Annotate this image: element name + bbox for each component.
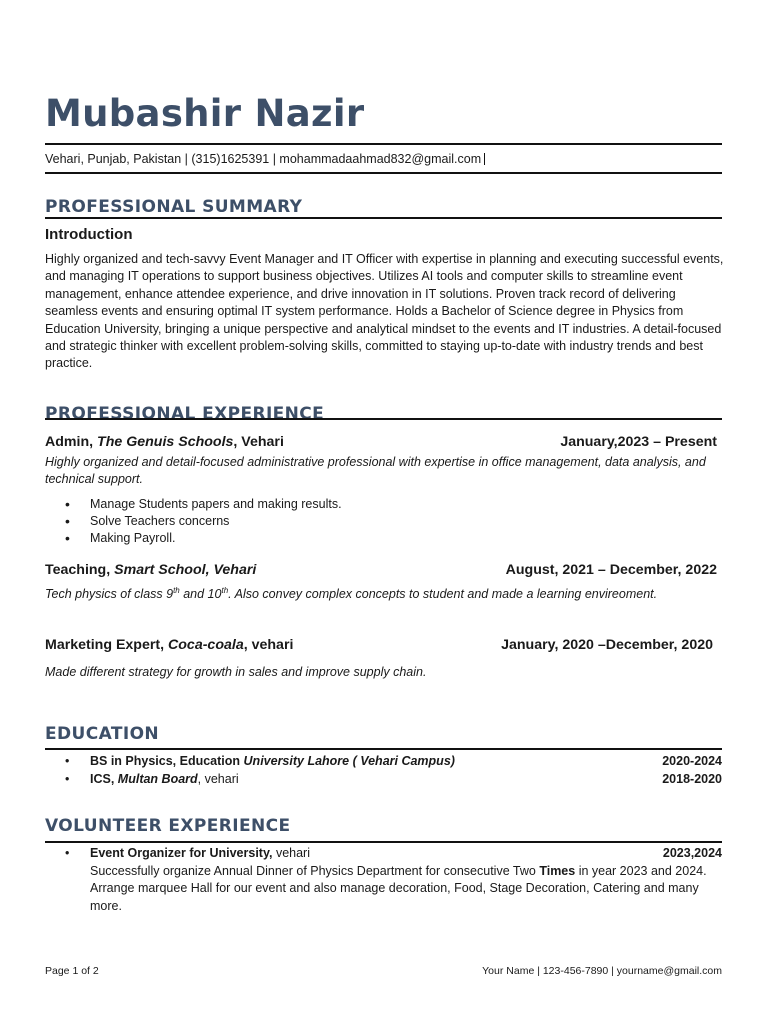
list-item: • Solve Teachers concerns xyxy=(45,513,342,530)
volunteer-years: 2023,2024 xyxy=(662,846,722,860)
summary-paragraph: Highly organized and tech-savvy Event Manager and IT Officer with expertise in planning and executing successful events, and managing IT operations to support business objectives. Utilizes AI tools and computer skills to streamline event management, enhance attendee experience, and drive innovation in IT solutions. Proven track record of delivering seamless events and ensuring optimal IT system performance. Holds a Bachelor of Science degree in Physics from Education University, bringing a unique perspective and analytical mindset to the events and IT industries. A detail-focused and strategic thinker with excellent problem-solving skills, committed to staying up-to-date with industry trends and best practice. xyxy=(45,252,724,371)
text-cursor xyxy=(484,153,485,165)
job-teaching xyxy=(45,562,717,578)
job-description: Tech physics of class 9th and 10th. Also convey complex concepts to student and made a learning envireoment. xyxy=(45,586,658,602)
education-years: 2018-2020 xyxy=(662,772,722,786)
experience-rule xyxy=(45,418,722,420)
experience-heading: PROFESSIONAL EXPERIENCE xyxy=(45,404,325,424)
volunteer-heading: VOLUNTEER EXPERIENCE xyxy=(45,816,291,836)
education-years: 2020-2024 xyxy=(662,754,722,768)
job-dates: August, 2021 – December, 2022 xyxy=(505,562,717,578)
summary-heading: PROFESSIONAL SUMMARY xyxy=(45,197,303,217)
footer-contact: Your Name | 123-456-7890 | yourname@gmail.com xyxy=(482,965,722,977)
page-number: Page 1 of 2 xyxy=(45,965,99,977)
job-dates: January,2023 – Present xyxy=(560,434,717,450)
list-item: • Making Payroll. xyxy=(45,530,342,547)
education-rule xyxy=(45,748,722,750)
volunteer-rule xyxy=(45,841,722,843)
education-item: • BS in Physics, Education University Lahore ( Vehari Campus) 2020-2024 xyxy=(45,754,722,768)
job-description: Highly organized and detail-focused administrative professional with expertise in office management, data analysis, and technical support. xyxy=(45,455,706,487)
contact-text: Vehari, Punjab, Pakistan | (315)1625391 | mohammadaahmad832@gmail.com xyxy=(45,152,482,166)
header-rule xyxy=(45,143,722,145)
job-description: Made different strategy for growth in sales and improve supply chain. xyxy=(45,665,427,679)
list-item: • Manage Students papers and making results. xyxy=(45,496,342,513)
job-title: Marketing Expert, Coca-coala, vehari xyxy=(45,637,294,653)
volunteer-item: • Event Organizer for University, vehari 2023,2024 xyxy=(45,846,722,860)
education-heading: EDUCATION xyxy=(45,724,160,744)
education-item: • ICS, Multan Board, vehari 2018-2020 xyxy=(45,772,722,786)
job-dates: January, 2020 –December, 2020 xyxy=(501,637,713,653)
volunteer-description: Successfully organize Annual Dinner of Physics Department for consecutive Two Times in year 2023 and 2024. Arrange marquee Hall for our event and also manage decoration, Food, Stage Decoration, Catering and many more. xyxy=(90,864,707,913)
job-admin xyxy=(45,434,717,450)
job-marketing xyxy=(45,637,713,653)
job-title: Teaching, Smart School, Vehari xyxy=(45,562,257,578)
introduction-heading: Introduction xyxy=(45,226,133,243)
contact-line xyxy=(45,152,485,166)
candidate-name: Mubashir Nazir xyxy=(45,92,365,135)
job-duties-list xyxy=(45,496,342,547)
contact-rule xyxy=(45,172,722,174)
job-title: Admin, The Genuis Schools, Vehari xyxy=(45,434,284,450)
summary-rule xyxy=(45,217,722,219)
